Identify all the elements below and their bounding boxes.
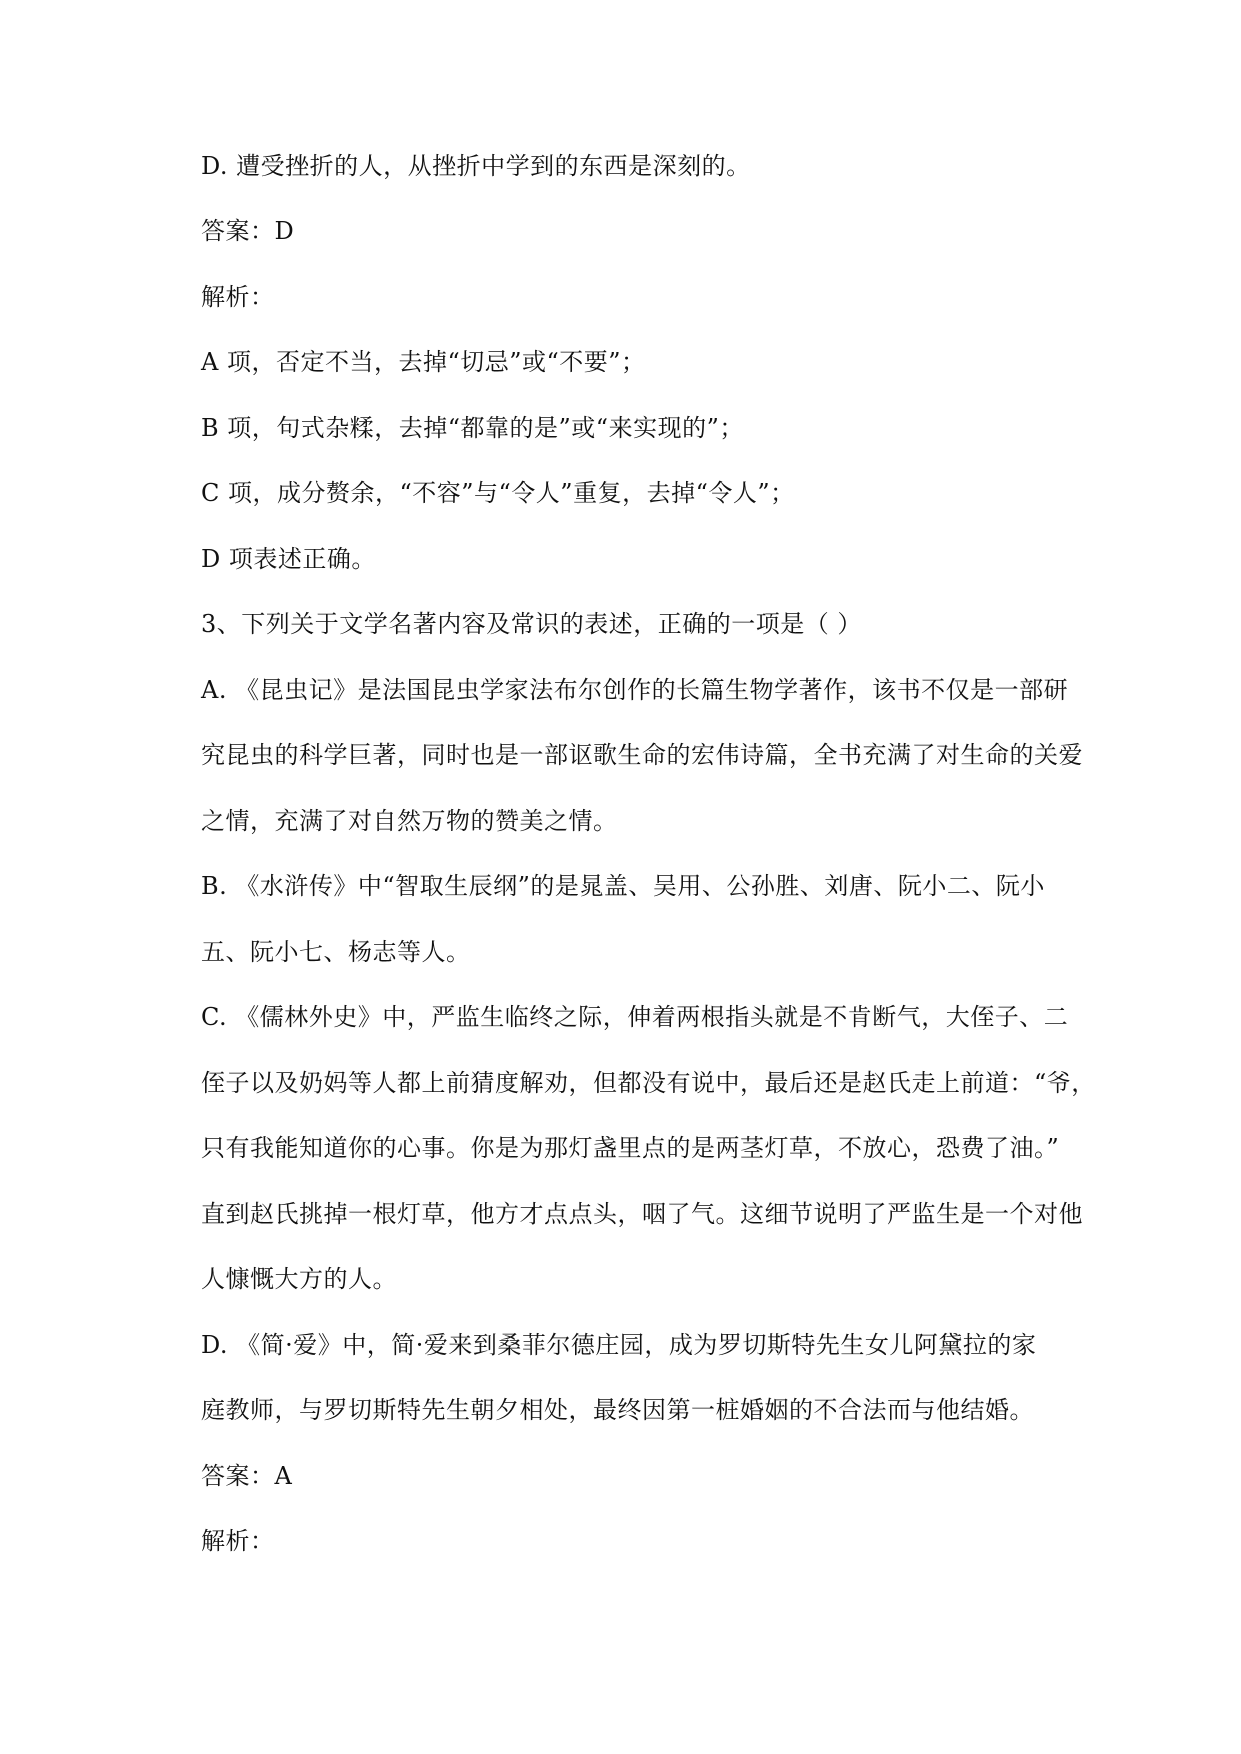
analysis-d: D 项表述正确。 [201, 545, 376, 573]
option-a-line-3: 之情，充满了对自然万物的赞美之情。 [201, 807, 618, 835]
analysis-b: B 项，句式杂糅，去掉“都靠的是”或“来实现的”； [201, 414, 744, 442]
option-d-prev: D. 遭受挫折的人，从挫折中学到的东西是深刻的。 [201, 152, 751, 180]
analysis-label-prev: 解析： [201, 283, 275, 311]
option-c-line-1: C. 《儒林外史》中，严监生临终之际，伸着两根指头就是不肯断气，大侄子、二 [201, 1003, 1069, 1031]
option-b-line-2: 五、阮小七、杨志等人。 [201, 938, 471, 966]
option-a-line-2: 究昆虫的科学巨著，同时也是一部讴歌生命的宏伟诗篇，全书充满了对生命的关爱 [201, 741, 1083, 769]
option-c-line-2: 侄子以及奶妈等人都上前猜度解劝，但都没有说中，最后还是赵氏走上前道：“爷， [201, 1069, 1096, 1097]
option-d-line-2: 庭教师，与罗切斯特先生朝夕相处，最终因第一桩婚姻的不合法而与他结婚。 [201, 1396, 1034, 1424]
question-3: 3、下列关于文学名著内容及常识的表述，正确的一项是（ ） [201, 610, 862, 638]
option-a-line-1: A. 《昆虫记》是法国昆虫学家法布尔创作的长篇生物学著作，该书不仅是一部研 [201, 676, 1069, 704]
answer-label: 答案：A [201, 1462, 293, 1490]
analysis-c: C 项，成分赘余，“不容”与“令人”重复，去掉“令人”； [201, 479, 795, 507]
option-d-line-1: D. 《简·爱》中，简·爱来到桑菲尔德庄园，成为罗切斯特先生女儿阿黛拉的家 [201, 1331, 1037, 1359]
option-c-line-5: 人慷慨大方的人。 [201, 1265, 397, 1293]
option-c-line-3: 只有我能知道你的心事。你是为那灯盏里点的是两茎灯草，不放心，恐费了油。” [201, 1134, 1060, 1162]
analysis-label: 解析： [201, 1527, 275, 1555]
answer-label-prev: 答案：D [201, 217, 295, 245]
option-b-line-1: B. 《水浒传》中“智取生辰纲”的是晁盖、吴用、公孙胜、刘唐、阮小二、阮小 [201, 872, 1045, 900]
option-c-line-4: 直到赵氏挑掉一根灯草，他方才点点头，咽了气。这细节说明了严监生是一个对他 [201, 1200, 1083, 1228]
analysis-a: A 项，否定不当，去掉“切忌”或“不要”； [201, 348, 646, 376]
